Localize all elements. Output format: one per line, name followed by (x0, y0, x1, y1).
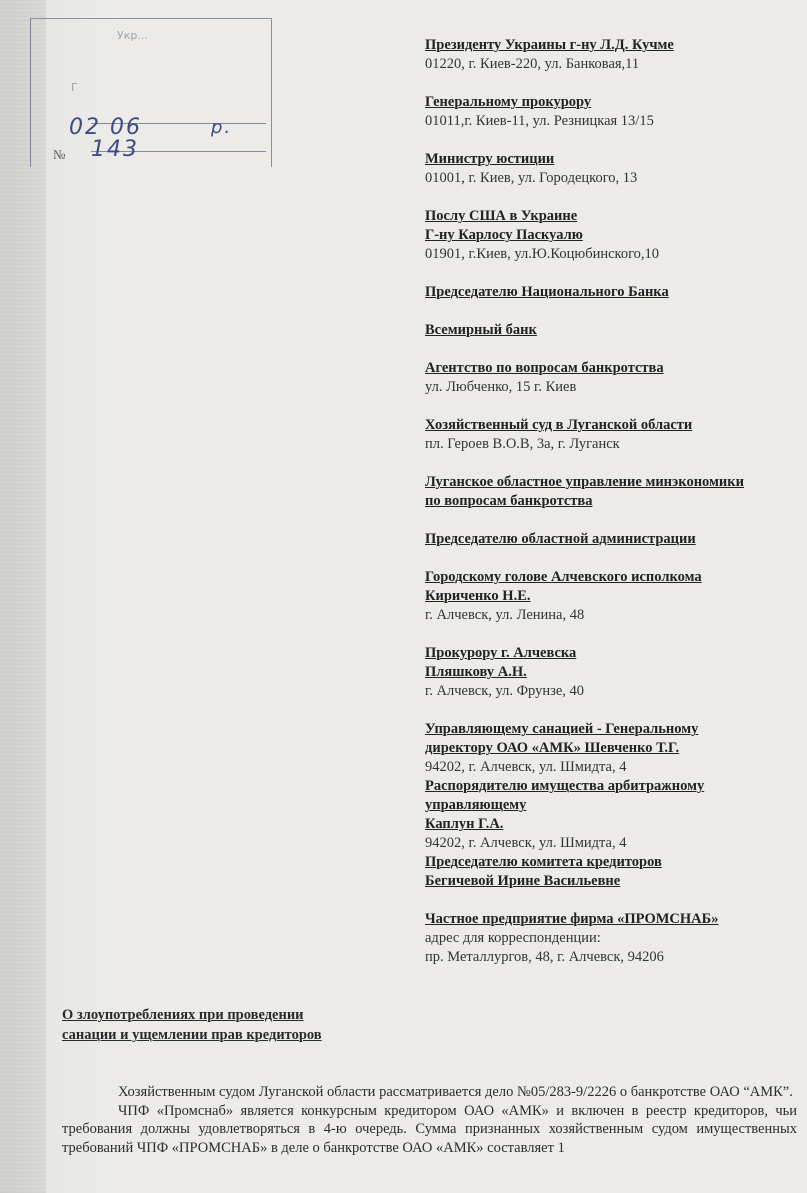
recipient-address-line: 94202, г. Алчевск, ул. Шмидта, 4 (425, 835, 627, 851)
recipient-block (425, 530, 805, 549)
recipient-name-line: Пляшкову А.Н. (425, 664, 527, 680)
recipient-list (425, 36, 805, 986)
recipient-block (425, 36, 805, 74)
stamp-number-handwritten: 143 (91, 137, 139, 162)
recipient-block (425, 93, 805, 131)
recipient-block (425, 473, 805, 511)
recipient-name-line: Прокурору г. Алчевска (425, 645, 577, 661)
recipient-name-line: Бегичевой Ирине Васильевне (425, 873, 621, 889)
recipient-block (425, 416, 805, 454)
recipient-name-line: Генеральному прокурору (425, 94, 592, 110)
recipient-name-line: Распорядителю имущества арбитражному (425, 778, 705, 794)
recipient-block (425, 910, 805, 967)
recipient-name-line: Г-ну Карлосу Паскуалю (425, 227, 583, 243)
recipient-block (425, 853, 805, 891)
recipient-block (425, 207, 805, 264)
stamp-date-suffix: р. (211, 117, 233, 138)
recipient-block (425, 359, 805, 397)
recipient-name-line: Всемирный банк (425, 322, 537, 338)
recipient-name-line: Агентство по вопросам банкротства (425, 360, 664, 376)
stamp-date-handwritten: 02 06 (69, 115, 142, 140)
recipient-name-line: Министру юстиции (425, 151, 555, 167)
recipient-name-line: по вопросам банкротства (425, 493, 593, 509)
recipient-block (425, 777, 805, 853)
stamp-line-faint: Г (71, 81, 78, 94)
letter-body (62, 1083, 797, 1157)
recipient-name-line: директору ОАО «АМК» Шевченко Т.Г. (425, 740, 680, 756)
recipient-name-line: Каплун Г.А. (425, 816, 504, 832)
recipient-address-line: пр. Металлургов, 48, г. Алчевск, 94206 (425, 949, 664, 965)
recipient-address-line: 01001, г. Киев, ул. Городецкого, 13 (425, 170, 638, 186)
recipient-name-line: Кириченко Н.Е. (425, 588, 531, 604)
recipient-block (425, 644, 805, 701)
subject-line-2: санации и ущемлении прав кредиторов (62, 1027, 322, 1043)
recipient-address-line: г. Алчевск, ул. Фрунзе, 40 (425, 683, 585, 699)
recipient-address-line: г. Алчевск, ул. Ленина, 48 (425, 607, 585, 623)
recipient-block (425, 150, 805, 188)
stamp-header-faint: Укр... (117, 29, 148, 42)
recipient-block (425, 283, 805, 302)
stamp-number-label: № (53, 147, 66, 162)
subject-line-1: О злоупотреблениях при проведении (62, 1007, 304, 1023)
recipient-name-line: Частное предприятие фирма «ПРОМСНАБ» (425, 911, 719, 927)
recipient-address-line: адрес для корреспонденции: (425, 930, 601, 946)
recipient-address-line: пл. Героев В.О.В, 3а, г. Луганск (425, 436, 620, 452)
recipient-name-line: Президенту Украины г-ну Л.Д. Кучме (425, 37, 674, 53)
recipient-address-line: 01011,г. Киев-11, ул. Резницкая 13/15 (425, 113, 654, 129)
recipient-address-line: 94202, г. Алчевск, ул. Шмидта, 4 (425, 759, 627, 775)
recipient-block (425, 321, 805, 340)
body-paragraph-1: Хозяйственным судом Луганской области рассматривается дело №05/283-9/2226 о банкротстве ОАО “АМК”. (118, 1084, 793, 1100)
recipient-address-line: 01220, г. Киев-220, ул. Банковая,11 (425, 56, 640, 72)
recipient-name-line: Послу США в Украине (425, 208, 578, 224)
letter-subject (62, 1005, 322, 1045)
recipient-name-line: Председателю комитета кредиторов (425, 854, 662, 870)
recipient-name-line: Управляющему санацией - Генеральному (425, 721, 699, 737)
body-paragraph-2: ЧПФ «Промснаб» является конкурсным кредитором ОАО «АМК» и включен в реестр кредиторов, чьи требования должны удовлетворяться в 4-ю очередь. Сумма признанных хозяйственным судом имущественных требований ЧПФ «ПРОМСНАБ» в деле о банкротстве ОАО «АМК» составляет 1 (62, 1102, 797, 1156)
scan-edge-shadow (0, 0, 46, 1193)
recipient-name-line: Хозяйственный суд в Луганской области (425, 417, 693, 433)
recipient-name-line: управляющему (425, 797, 527, 813)
recipient-address-line: 01901, г.Киев, ул.Ю.Коцюбинского,10 (425, 246, 660, 262)
recipient-name-line: Городскому голове Алчевского исполкома (425, 569, 702, 585)
recipient-name-line: Луганское областное управление минэкономики (425, 474, 744, 490)
recipient-block (425, 568, 805, 625)
recipient-address-line: ул. Любченко, 15 г. Киев (425, 379, 577, 395)
recipient-name-line: Председателю Национального Банка (425, 284, 669, 300)
registration-stamp (30, 18, 272, 167)
recipient-block (425, 720, 805, 777)
recipient-name-line: Председателю областной администрации (425, 531, 696, 547)
